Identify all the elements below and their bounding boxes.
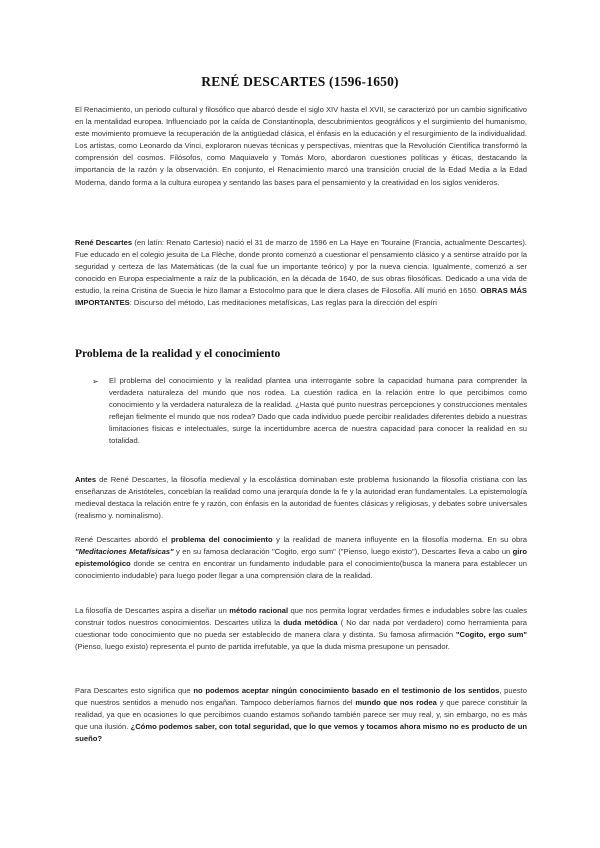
bold-text: ¿Cómo podemos saber, con total seguridad, que lo que vemos y tocamos ahora mismo no es producto de un sueño? bbox=[75, 722, 527, 744]
paragraph-senses-doubt bbox=[75, 685, 527, 745]
paragraph-text: y que parece constituir la realidad, ya que en ocasiones lo que percibimos cuando estamos soñando también parece ser muy real, y, sin embargo, no es más que una ilusión. bbox=[75, 698, 527, 732]
bold-text: mundo que nos rodea bbox=[355, 698, 437, 708]
paragraph-rational-method bbox=[75, 605, 527, 653]
paragraph-text: donde se centra en encontrar un fundamento indudable para el conocimiento(busca la manera para establecer un conocimiento indudable) para luego poder llegar a una comprensión clara de la realidad. bbox=[75, 559, 527, 581]
paragraph-text: Para Descartes esto significa que bbox=[75, 686, 194, 695]
paragraph-renaissance bbox=[75, 104, 527, 189]
paragraph-text: de René Descartes, la filosofía medieval y la escolástica dominaban este problema fusionando la filosofía cristiana con las enseñanzas de Aristóteles, concebían la realidad como una jerarquía donde la fe y la autoridad eran fundamentales. La epistemología medieval destaca la relación entre fe y razón, con énfasis en la autoridad de fuentes clásicas y religiosas, y debates sobre universales (realismo y. nominalismo). bbox=[75, 475, 527, 521]
paragraph-text: René Descartes abordó el bbox=[75, 535, 172, 544]
bold-text: Antes bbox=[75, 475, 97, 484]
section-heading: Problema de la realidad y el conocimiento bbox=[75, 348, 281, 360]
paragraph-text: : Discurso del método, Las meditaciones metafísicas, Las reglas para la dirección del espíri bbox=[129, 298, 437, 308]
page-title: RENÉ DESCARTES (1596-1650) bbox=[201, 74, 399, 89]
paragraph-before-descartes bbox=[75, 474, 527, 522]
bold-text: no podemos aceptar ningún conocimiento basado en el testimonio de los sentidos bbox=[193, 686, 500, 695]
paragraph-text: , puesto que nuestros sentidos a menudo nos engañan. Tampoco deberíamos fiarnos del bbox=[75, 686, 527, 708]
paragraph-text: y la realidad de manera influyente en la filosofía moderna. En su obra bbox=[272, 535, 527, 544]
paragraph-text: El problema del conocimiento y la realidad plantea una interrogante sobre la capacidad humana para comprender la verdadera naturaleza del mundo que nos rodea. La cuestión radica en la relación entre lo que percibimos como conocimiento y la verdadera naturaleza de la realidad. ¿Hasta qué punto nuestras percepciones y construcciones mentales reflejan fielmente el mundo que nos rodea? Dado que cada individuo puede percibir realidades diferentes debido a nuestras limitaciones físicas e intelectuales, surge la incertidumbre acerca de nuestra capacidad para conocer la realidad en su totalidad. bbox=[109, 376, 527, 446]
bullet-paragraph bbox=[109, 375, 527, 448]
paragraph-text: que nos permita lograr verdades firmes e indudables sobre las cuales construir todos nuestros conocimientos. Descartes utiliza la bbox=[75, 606, 527, 628]
paragraph-text: (Pienso, luego existo) representa el punto de partida irrefutable, ya que la duda misma presupone un pensador. bbox=[75, 642, 450, 652]
bold-text: MÁS IMPORTANTES bbox=[75, 286, 527, 308]
paragraph-epistemological-turn bbox=[75, 534, 527, 582]
paragraph-text: y en su famosa declaración "Cogito, ergo sum" ("Pienso, luego existo"), Descartes lleva a cabo un bbox=[173, 547, 513, 557]
bold-text: problema del conocimiento bbox=[171, 535, 273, 544]
paragraph-text: El Renacimiento, un periodo cultural y filosófico que abarcó desde el siglo XIV hasta el XVII, se caracterizó por un cambio significativo en la mentalidad europea. Influenciado por la caída de Constantinopla, descubrimientos geográficos y el surgimiento del humanismo, este movimiento promueve la recuperación de la antigüedad clásica, el énfasis en la educación y el resurgimiento de la individualidad. Los artistas, como Leonardo da Vinci, exploraron nuevas técnicas y perspectivas, mientras que la Revolución Científica transformó la comprensión del cosmos. Filósofos, como Maquiavelo y Tomás Moro, abordaron cuestiones políticas y éticas, destacando la importancia de la razón y la observación. En conjunto, el Renacimiento marcó una transición crucial de la Edad Media a la Edad Moderna, dando forma a la cultura europea y sentando las bases para el pensamiento y la creatividad en los siglos venideros. bbox=[75, 105, 527, 187]
bold-text: giro epistemológico bbox=[75, 547, 528, 569]
paragraph-text: ( No dar nada por verdadero) como herramienta para cuestionar todo conocimiento que no pueda ser establecido de manera clara y distinta. Su famosa afirmación bbox=[75, 618, 527, 640]
bold-text: OBRAS bbox=[480, 286, 508, 296]
bold-text: método racional bbox=[229, 606, 289, 615]
bold-text: René Descartes bbox=[75, 238, 133, 247]
paragraph-biography bbox=[75, 237, 527, 321]
bold-text: duda metódica bbox=[283, 618, 338, 628]
paragraph-text: La filosofía de Descartes aspira a diseñar un bbox=[75, 606, 230, 615]
bold-italic-text: "Meditaciones Metafísicas" bbox=[75, 547, 174, 557]
bullet-arrow-icon: ➢ bbox=[92, 377, 99, 386]
paragraph-text: (en latín: Renato Cartesio) nació el 31 de marzo de 1596 en La Haye en Touraine (Francia, actualmente Descartes). Fue educado en el colegio jesuita de La Flèche, donde pronto comenzó a cuestionar el pensamiento clásico y a sentirse atraído por la seguridad y certeza de las Matemáticas (de la cual fue un importante teórico) y por la nueva ciencia. Igualmente, comenzó a ser conocido en Europa especialmente a raíz de la publicación, en la década de 1640, de sus obras filosóficas. Dedicado a una vida de estudio, la reina Cristina de Suecia le hizo llamar a Estocolmo para que le diera clases de Filosofía. Allí murió en 1650. bbox=[75, 238, 527, 296]
bold-text: "Cogito, ergo sum" bbox=[455, 630, 528, 640]
